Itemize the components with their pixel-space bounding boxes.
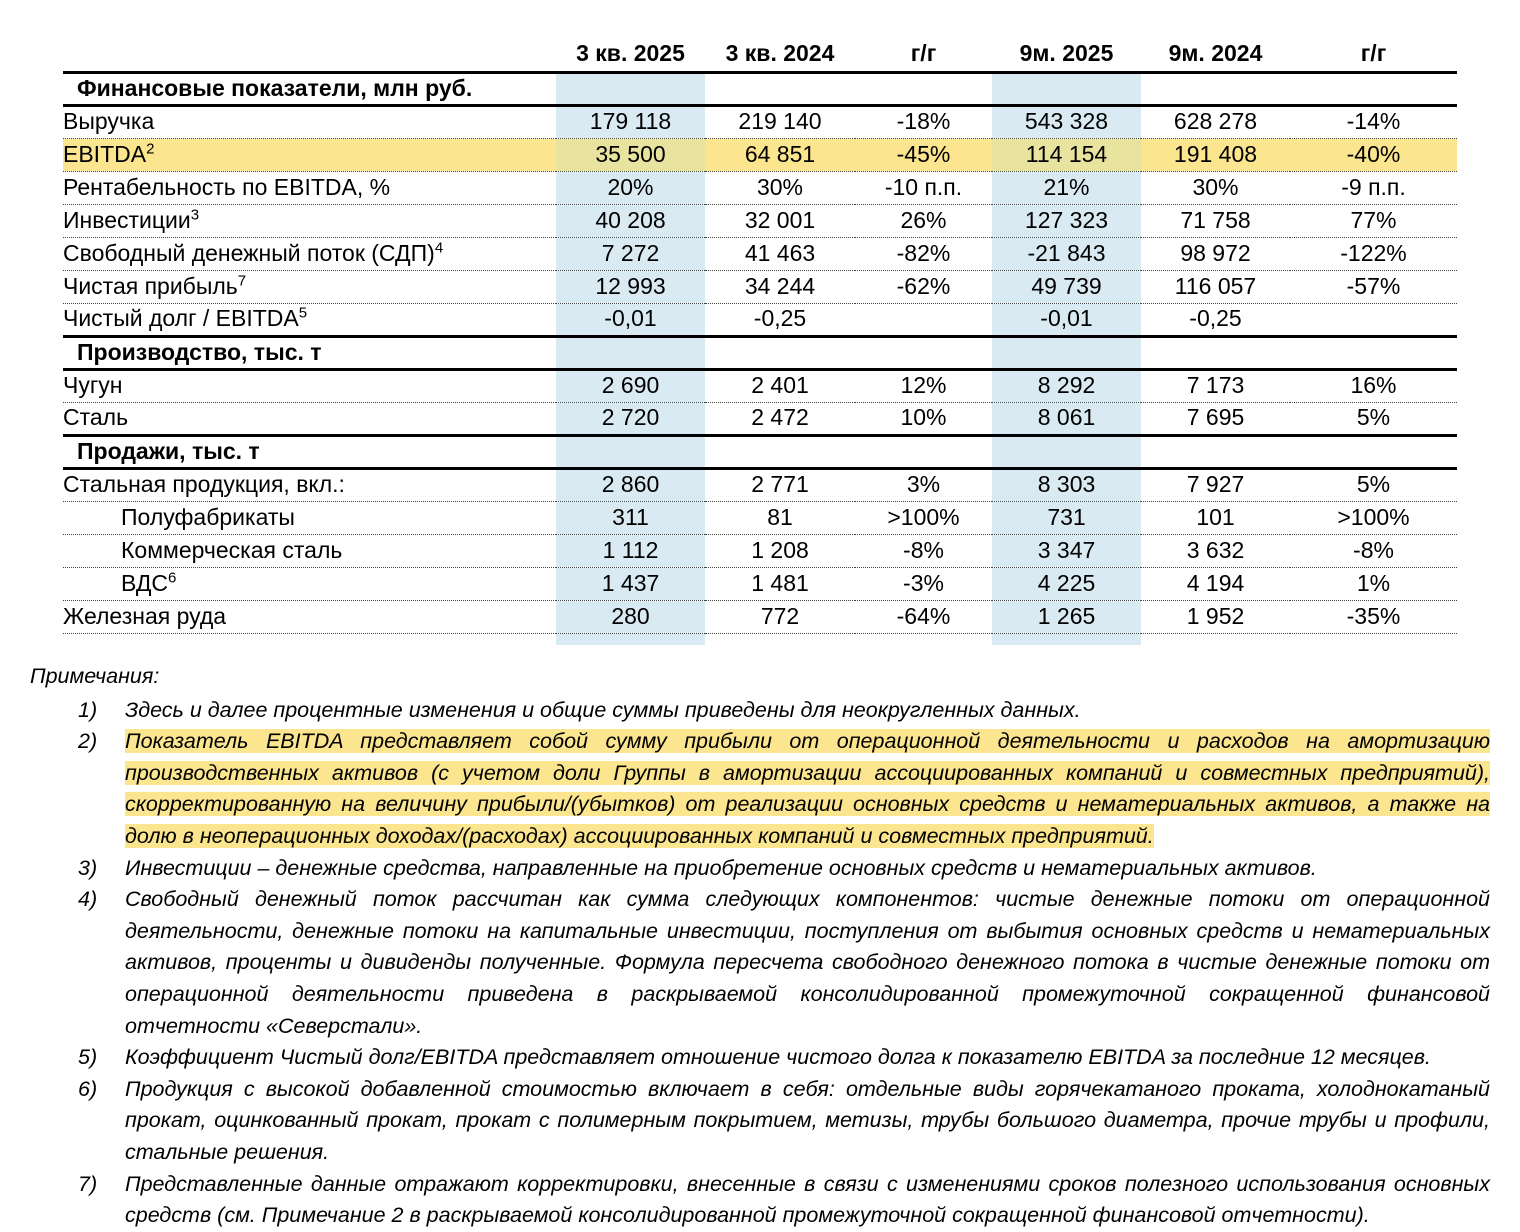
value-cell: 2 690 [556, 369, 705, 402]
value-cell: -9 п.п. [1290, 171, 1457, 204]
row-label: Стальная продукция, вкл.: [63, 468, 556, 501]
note-number: 5) [78, 1045, 98, 1070]
row-label: ВДС$^6$ [63, 567, 556, 600]
value-cell: 8 303 [992, 468, 1141, 501]
table-row [63, 303, 1457, 336]
value-cell: 12 993 [556, 270, 705, 303]
stub-cell [705, 633, 855, 645]
table-body [63, 72, 1457, 645]
value-cell: -3% [855, 567, 992, 600]
value-cell: 32 001 [705, 204, 855, 237]
value-cell: 179 118 [556, 105, 705, 138]
note-number: 3) [78, 855, 98, 880]
value-cell: 772 [705, 600, 855, 633]
notes-section [30, 661, 1490, 1232]
value-cell: 3 347 [992, 534, 1141, 567]
value-cell: 26% [855, 204, 992, 237]
value-cell: 311 [556, 501, 705, 534]
section-empty-cell [556, 336, 705, 369]
section-title: Финансовые показатели, млн руб. [63, 72, 556, 105]
note-text: Здесь и далее процентные изменения и общие суммы приведены для неокругленных данных. [125, 697, 1081, 722]
value-cell: 8 061 [992, 402, 1141, 435]
value-cell: 7 927 [1141, 468, 1290, 501]
value-cell: -64% [855, 600, 992, 633]
table-row [63, 204, 1457, 237]
value-cell: 21% [992, 171, 1141, 204]
value-cell: 41 463 [705, 237, 855, 270]
note-number: 4) [78, 887, 98, 912]
value-cell: 7 695 [1141, 402, 1290, 435]
section-empty-cell [1141, 336, 1290, 369]
value-cell: -57% [1290, 270, 1457, 303]
stub-cell [1141, 633, 1290, 645]
section-header-row [63, 336, 1457, 369]
section-empty-cell [992, 435, 1141, 468]
value-cell: 64 851 [705, 138, 855, 171]
value-cell: 5% [1290, 468, 1457, 501]
section-empty-cell [855, 336, 992, 369]
table-row [63, 534, 1457, 567]
row-label: Коммерческая сталь [63, 534, 556, 567]
value-cell: 1 437 [556, 567, 705, 600]
value-cell: 1 481 [705, 567, 855, 600]
note-item [30, 884, 1490, 1042]
value-cell: 116 057 [1141, 270, 1290, 303]
note-item [30, 1042, 1490, 1074]
note-text: Инвестиции – денежные средства, направленные на приобретение основных средств и нематериальных активов. [125, 855, 1317, 880]
table-row [63, 105, 1457, 138]
value-cell: 71 758 [1141, 204, 1290, 237]
table-row [63, 369, 1457, 402]
row-label: Полуфабрикаты [63, 501, 556, 534]
value-cell: 40 208 [556, 204, 705, 237]
note-text: Представленные данные отражают корректировки, внесенные в связи с изменениями сроков полезного использования основных средств (см. Примечание 2 в раскрываемой консолидированной промежуточной сокращенной финансовой отчетности). [125, 1171, 1490, 1228]
value-cell: 2 472 [705, 402, 855, 435]
value-cell: -21 843 [992, 237, 1141, 270]
value-cell: 101 [1141, 501, 1290, 534]
value-cell: 5% [1290, 402, 1457, 435]
row-label: Железная руда [63, 600, 556, 633]
table-row [63, 468, 1457, 501]
value-cell: 3% [855, 468, 992, 501]
value-cell: 10% [855, 402, 992, 435]
value-cell: 280 [556, 600, 705, 633]
value-cell: 2 860 [556, 468, 705, 501]
column-header-q3-2025: 3 кв. 2025 [556, 36, 705, 72]
value-cell: 1% [1290, 567, 1457, 600]
value-cell: 1 208 [705, 534, 855, 567]
section-empty-cell [705, 336, 855, 369]
note-item [30, 853, 1490, 885]
value-cell: -8% [855, 534, 992, 567]
value-cell: 3 632 [1141, 534, 1290, 567]
note-text: Свободный денежный поток рассчитан как сумма следующих компонентов: чистые денежные потоки от операционной деятельности, денежные потоки на капитальные инвестиции, поступления от выбытия основных средств и нематериальных активов, проценты и дивиденды полученные. Формула пересчета свободного денежного потока в чистые денежные потоки от операционной деятельности приведена в раскрываемой консолидированной промежуточной сокращенной финансовой отчетности «Северстали». [125, 887, 1490, 1038]
note-item [30, 1074, 1490, 1169]
value-cell: 1 265 [992, 600, 1141, 633]
value-cell: 7 272 [556, 237, 705, 270]
column-header-yoy-quarter: г/г [855, 36, 992, 72]
row-label: Чистый долг / EBITDA$^5$ [63, 303, 556, 336]
value-cell: 7 173 [1141, 369, 1290, 402]
value-cell: 49 739 [992, 270, 1141, 303]
value-cell: 2 720 [556, 402, 705, 435]
value-cell: -0,25 [705, 303, 855, 336]
value-cell: 731 [992, 501, 1141, 534]
value-cell: >100% [1290, 501, 1457, 534]
value-cell [855, 303, 992, 336]
value-cell: 219 140 [705, 105, 855, 138]
stub-cell [992, 633, 1141, 645]
value-cell: 1 112 [556, 534, 705, 567]
section-title: Производство, тыс. т [63, 336, 556, 369]
note-text: Продукция с высокой добавленной стоимостью включает в себя: отдельные виды горячекатаного проката, холоднокатаный прокат, оцинкованный прокат, прокат с полимерным покрытием, метизы, трубы большого диаметра, прочие трубы и профили, стальные решения. [125, 1076, 1490, 1164]
value-cell: 127 323 [992, 204, 1141, 237]
note-text: Показатель EBITDA представляет собой сумму прибыли от операционной деятельности и расходов на амортизацию производственных активов (с учетом доли Группы в амортизации ассоциированных компаний и совместных предприятий), скорректированную на величину прибыли/(убытков) от реализации основных средств и нематериальных активов, а также на долю в неоперационных доходах/(расходах) ассоциированных компаний и совместных предприятий. [125, 729, 1490, 848]
value-cell: 4 225 [992, 567, 1141, 600]
column-header-q3-2024: 3 кв. 2024 [705, 36, 855, 72]
section-empty-cell [1290, 336, 1457, 369]
section-empty-cell [556, 72, 705, 105]
note-number: 2) [78, 729, 98, 754]
value-cell: -82% [855, 237, 992, 270]
value-cell: 77% [1290, 204, 1457, 237]
value-cell: 2 401 [705, 369, 855, 402]
value-cell: 16% [1290, 369, 1457, 402]
table-row [63, 270, 1457, 303]
section-empty-cell [1141, 435, 1290, 468]
value-cell: 628 278 [1141, 105, 1290, 138]
row-label: EBITDA$^2$ [63, 138, 556, 171]
note-item [30, 1169, 1490, 1232]
stub-cell [1290, 633, 1457, 645]
value-cell: 543 328 [992, 105, 1141, 138]
table-row [63, 600, 1457, 633]
value-cell: -0,01 [992, 303, 1141, 336]
note-number: 1) [78, 697, 98, 722]
notes-heading: Примечания: [30, 664, 160, 688]
section-empty-cell [855, 435, 992, 468]
value-cell: 114 154 [992, 138, 1141, 171]
table-row [63, 171, 1457, 204]
row-label: Чугун [63, 369, 556, 402]
value-cell: 2 771 [705, 468, 855, 501]
table-row [63, 501, 1457, 534]
value-cell: 191 408 [1141, 138, 1290, 171]
table-row [63, 402, 1457, 435]
column-header-9m-2025: 9м. 2025 [992, 36, 1141, 72]
stub-cell [556, 633, 705, 645]
value-cell: -62% [855, 270, 992, 303]
stub-cell [63, 633, 556, 645]
value-cell: -18% [855, 105, 992, 138]
note-item [30, 695, 1490, 727]
value-cell: -40% [1290, 138, 1457, 171]
table-bottom-stub [63, 633, 1457, 645]
value-cell: -0,25 [1141, 303, 1290, 336]
value-cell: 30% [1141, 171, 1290, 204]
value-cell: 35 500 [556, 138, 705, 171]
row-label: Рентабельность по EBITDA, % [63, 171, 556, 204]
corner-cell [63, 36, 556, 72]
section-empty-cell [705, 435, 855, 468]
column-header-9m-2024: 9м. 2024 [1141, 36, 1290, 72]
value-cell: -35% [1290, 600, 1457, 633]
value-cell: -14% [1290, 105, 1457, 138]
row-label: Свободный денежный поток (СДП)$^4$ [63, 237, 556, 270]
column-header-yoy-9m: г/г [1290, 36, 1457, 72]
value-cell: 12% [855, 369, 992, 402]
section-empty-cell [1290, 435, 1457, 468]
section-empty-cell [855, 72, 992, 105]
value-cell: -122% [1290, 237, 1457, 270]
section-header-row [63, 435, 1457, 468]
row-label: Инвестиции$^3$ [63, 204, 556, 237]
value-cell: >100% [855, 501, 992, 534]
stub-cell [855, 633, 992, 645]
section-empty-cell [992, 72, 1141, 105]
report-page [0, 36, 1520, 1228]
value-cell: -10 п.п. [855, 171, 992, 204]
value-cell: -8% [1290, 534, 1457, 567]
value-cell: -45% [855, 138, 992, 171]
section-title: Продажи, тыс. т [63, 435, 556, 468]
row-label: Выручка [63, 105, 556, 138]
table-row [63, 237, 1457, 270]
value-cell: 98 972 [1141, 237, 1290, 270]
section-header-row [63, 72, 1457, 105]
value-cell: 20% [556, 171, 705, 204]
value-cell [1290, 303, 1457, 336]
value-cell: -0,01 [556, 303, 705, 336]
table-header-row [63, 36, 1457, 72]
note-number: 6) [78, 1076, 98, 1101]
note-text: Коэффициент Чистый долг/EBITDA представляет отношение чистого долга к показателю EBITDA за последние 12 месяцев. [125, 1045, 1431, 1070]
note-item [30, 726, 1490, 852]
value-cell: 1 952 [1141, 600, 1290, 633]
section-empty-cell [992, 336, 1141, 369]
section-empty-cell [1290, 72, 1457, 105]
value-cell: 4 194 [1141, 567, 1290, 600]
section-empty-cell [1141, 72, 1290, 105]
note-number: 7) [78, 1171, 98, 1196]
value-cell: 81 [705, 501, 855, 534]
notes-list [30, 695, 1490, 1232]
value-cell: 8 292 [992, 369, 1141, 402]
financial-results-table [63, 36, 1457, 645]
table-row [63, 138, 1457, 171]
row-label: Сталь [63, 402, 556, 435]
value-cell: 30% [705, 171, 855, 204]
section-empty-cell [705, 72, 855, 105]
value-cell: 34 244 [705, 270, 855, 303]
section-empty-cell [556, 435, 705, 468]
row-label: Чистая прибыль$^7$ [63, 270, 556, 303]
table-row [63, 567, 1457, 600]
